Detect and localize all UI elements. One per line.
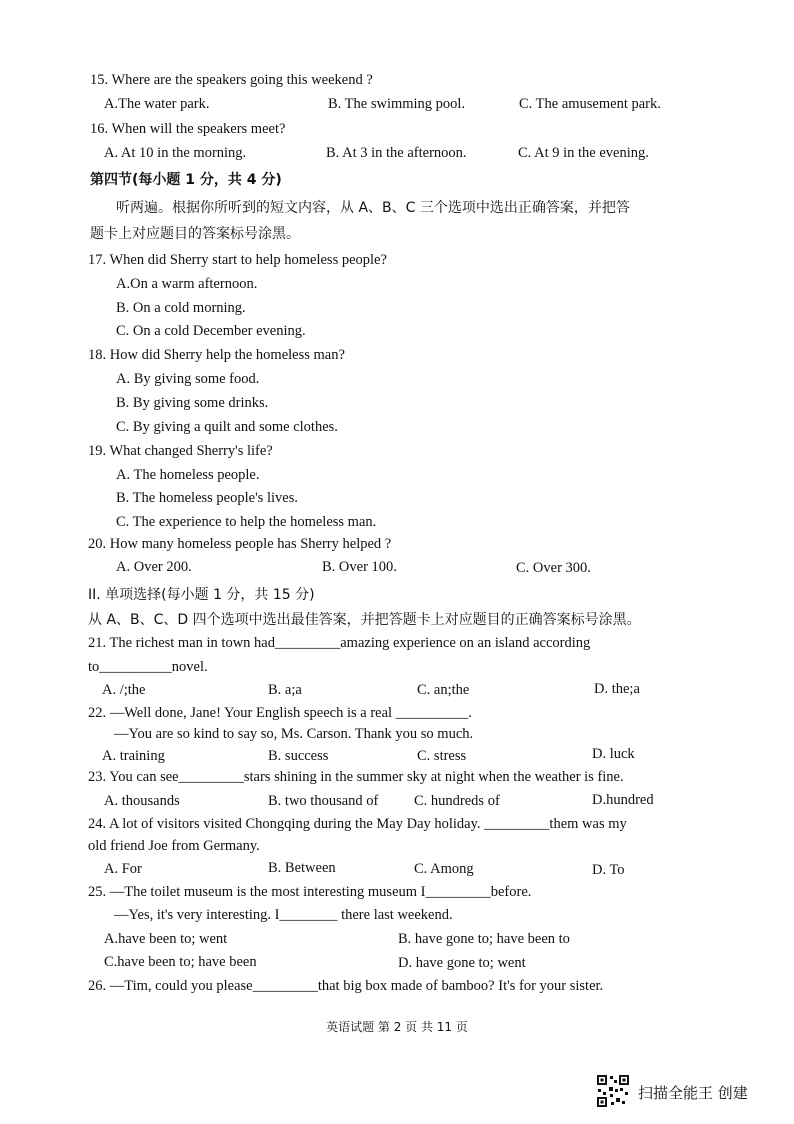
text-line: A.On a warm afternoon.	[116, 276, 258, 292]
text-line: C. The amusement park.	[519, 96, 661, 112]
text-line: 17. When did Sherry start to help homeless people?	[88, 252, 387, 268]
text-line: C. The experience to help the homeless man.	[116, 514, 377, 530]
text-line: II. 单项选择(每小题 1 分，共 15 分)	[88, 587, 315, 603]
qr-code-icon	[596, 1074, 630, 1108]
text-line: A. /;the	[102, 682, 146, 698]
text-line: D. luck	[592, 746, 635, 762]
text-line: 题卡上对应题目的答案标号涂黑。	[90, 226, 300, 242]
page-footer: 英语试题 第 2 页 共 11 页	[326, 1020, 468, 1034]
text-line: old friend Joe from Germany.	[88, 838, 260, 854]
text-line: C. hundreds of	[414, 793, 500, 809]
text-line: 26. —Tim, could you please_________that big box made of bamboo? It's for your sister.	[88, 978, 604, 994]
text-line: 听两遍。根据你所听到的短文内容，从 A、B、C 三个选项中选出正确答案，并把答	[116, 200, 630, 216]
text-line: A.The water park.	[104, 96, 210, 112]
text-line: A. For	[104, 861, 142, 877]
text-line: B. On a cold morning.	[116, 300, 246, 316]
text-line: C. At 9 in the evening.	[518, 145, 649, 161]
text-line: B. Over 100.	[322, 559, 397, 575]
text-line: C. stress	[417, 748, 467, 764]
text-line: 24. A lot of visitors visited Chongqing during the May Day holiday. _________them was my	[88, 816, 627, 832]
text-line: 18. How did Sherry help the homeless man?	[88, 347, 345, 363]
text-line: B. By giving some drinks.	[116, 395, 269, 411]
text-line: A. At 10 in the morning.	[104, 145, 247, 161]
text-line: C. an;the	[417, 682, 470, 698]
text-line: D.hundred	[592, 792, 654, 808]
text-line: 19. What changed Sherry's life?	[88, 443, 273, 459]
text-line: A. Over 200.	[116, 559, 192, 575]
text-line: to__________novel.	[88, 659, 208, 675]
text-line: —You are so kind to say so, Ms. Carson. Thank you so much.	[114, 726, 474, 742]
text-line: D. have gone to; went	[398, 955, 526, 971]
text-line: A. By giving some food.	[116, 371, 260, 387]
text-line: C. Over 300.	[516, 560, 591, 576]
text-line: A. The homeless people.	[116, 467, 260, 483]
text-line: B. have gone to; have been to	[398, 931, 570, 947]
text-line: B. a;a	[268, 682, 302, 698]
text-line: 25. —The toilet museum is the most interesting museum I_________before.	[88, 884, 532, 900]
text-line: C. On a cold December evening.	[116, 323, 306, 339]
text-line: 21. The richest man in town had_________amazing experience on an island according	[88, 635, 591, 651]
text-line: D. To	[592, 862, 625, 878]
text-line: B. success	[268, 748, 329, 764]
text-line: A. thousands	[104, 793, 180, 809]
text-line: 第四节(每小题 1 分，共 4 分)	[90, 172, 282, 188]
scanner-watermark	[596, 1074, 776, 1110]
text-line: 15. Where are the speakers going this weekend ?	[90, 72, 373, 88]
text-line: D. the;a	[594, 681, 640, 697]
text-line: A. training	[102, 748, 165, 764]
text-line: B. Between	[268, 860, 336, 876]
text-line: C. By giving a quilt and some clothes.	[116, 419, 338, 435]
text-line: B. The swimming pool.	[328, 96, 466, 112]
text-line: B. The homeless people's lives.	[116, 490, 298, 506]
text-line: 20. How many homeless people has Sherry helped ?	[88, 536, 392, 552]
text-line: B. two thousand of	[268, 793, 379, 809]
text-line: C.have been to; have been	[104, 954, 257, 970]
text-line: 16. When will the speakers meet?	[90, 121, 286, 137]
text-line: 23. You can see_________stars shining in the summer sky at night when the weather is fine.	[88, 769, 624, 785]
text-line: A.have been to; went	[104, 931, 228, 947]
text-line: 22. —Well done, Jane! Your English speech is a real __________.	[88, 705, 472, 721]
text-line: —Yes, it's very interesting. I________ there last weekend.	[114, 907, 453, 923]
text-line: 从 A、B、C、D 四个选项中选出最佳答案，并把答题卡上对应题目的正确答案标号涂黑。	[88, 612, 641, 628]
text-line: C. Among	[414, 861, 474, 877]
text-line: B. At 3 in the afternoon.	[326, 145, 467, 161]
watermark-text: 扫描全能王 创建	[638, 1084, 748, 1102]
